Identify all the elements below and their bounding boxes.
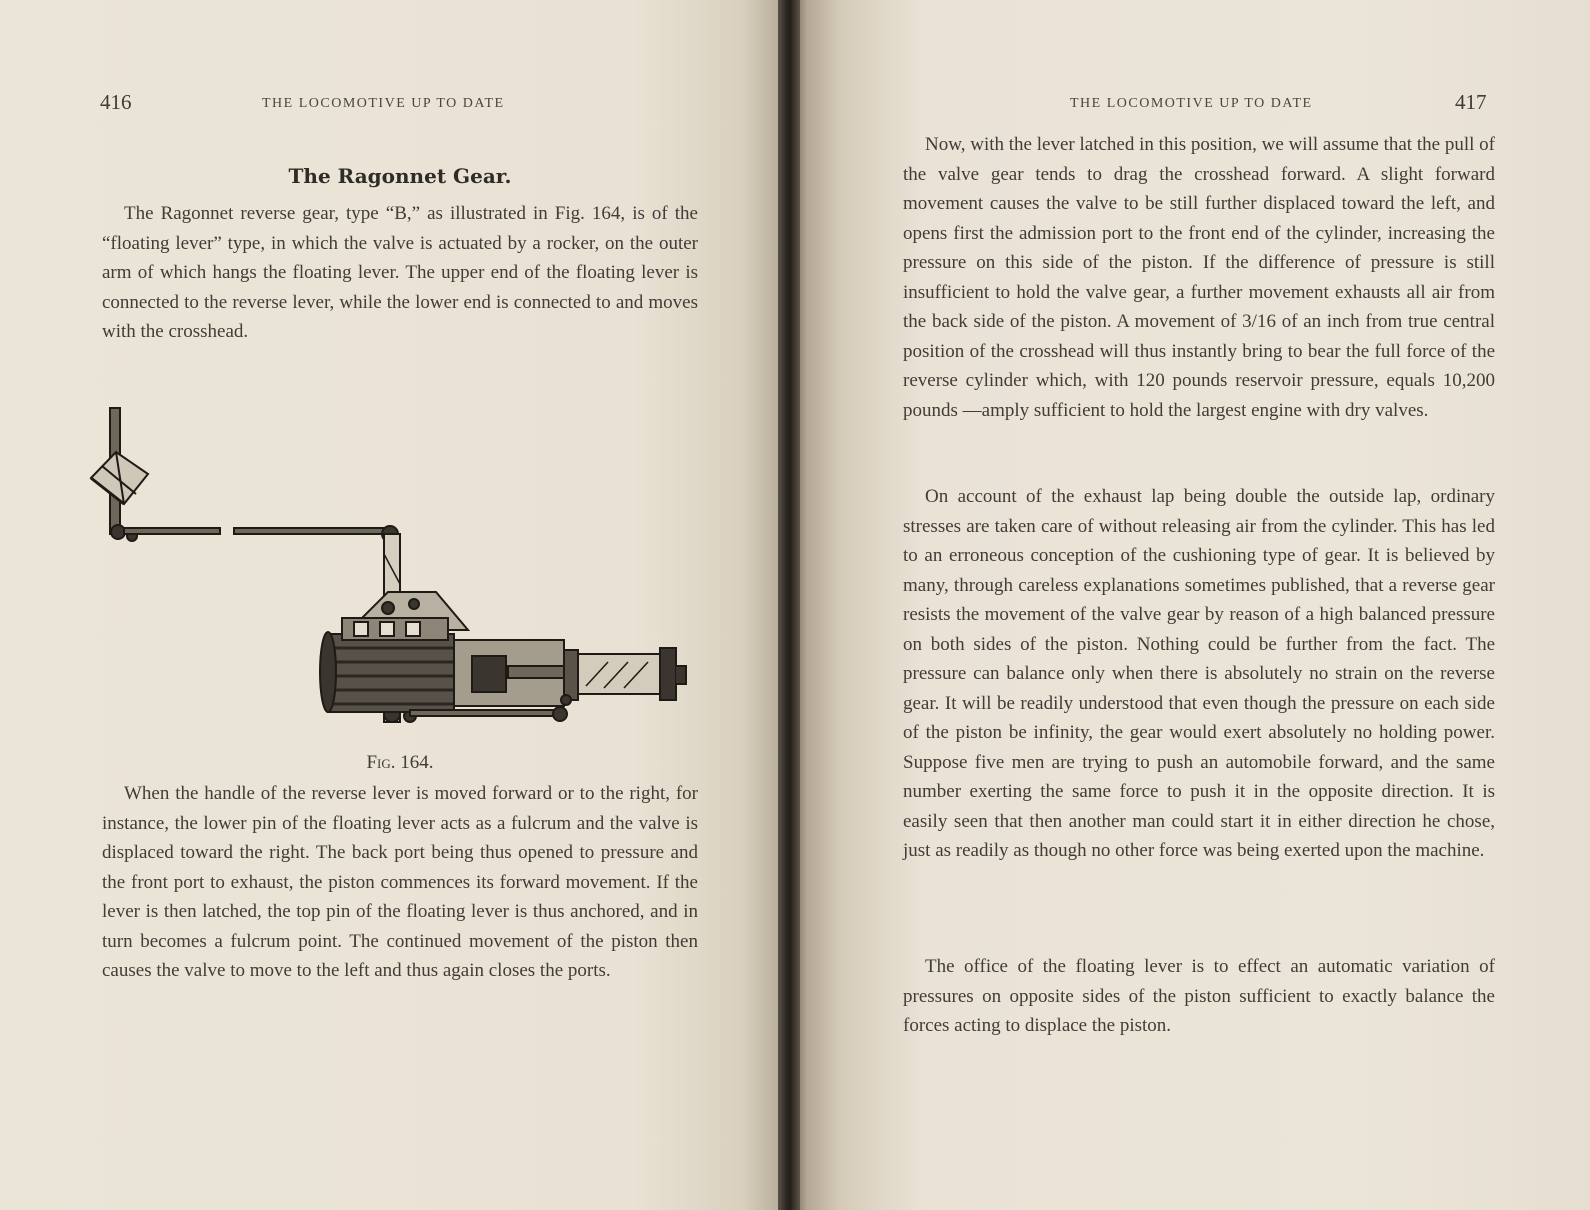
- reverse-lever-drawing: [91, 408, 148, 541]
- cylinder-drawing: [320, 618, 454, 712]
- running-head: THE LOCOMOTIVE UP TO DATE: [1070, 96, 1313, 111]
- book-gutter: [778, 0, 800, 1210]
- section-title: The Ragonnet Gear.: [288, 164, 512, 188]
- paragraph: On account of the exhaust lap being double the outside lap, ordinary stresses are taken care of without releasing air from the cylinder. This has led to an erroneous conception of the cushioning type of gear. It is believed by many, through careless explanations sometimes published, that a reverse gear resists the movement of the valve gear by reason of a high balanced pressure on both sides of the piston. Nothing could be further from the fact. The pressure can balance only when there is absolutely no strain on the reverse gear. It will be readily understood that even though the pressure on each side of the piston be infinity, the gear would exert absolutely no holding power. Suppose five men are trying to push an automobile forward, and the same number exerting the same force to push it in the opposite direction. It is easily seen that then another man could start it in either direction he chose, just as readily as though no other force was being exerted upon the machine.: [903, 486, 1495, 861]
- reverse-gear-illustration: [88, 404, 700, 734]
- figure-caption: Fig. 164.: [366, 752, 434, 773]
- page-number: 416: [100, 90, 132, 114]
- running-head: THE LOCOMOTIVE UP TO DATE: [262, 96, 505, 111]
- page-number: 417: [1455, 90, 1487, 114]
- reach-rod-drawing: [124, 526, 398, 542]
- right-page: [795, 0, 1590, 1210]
- paragraph: The office of the floating lever is to effect an automatic variation of pressures on opposite sides of the piston sufficient to exactly balance the forces acting to displace the piston.: [903, 956, 1495, 1036]
- paragraph: The Ragonnet reverse gear, type “B,” as illustrated in Fig. 164, is of the “floating lever” type, in which the valve is actuated by a rocker, on the outer arm of which hangs the floating lever. The upper end of the floating lever is connected to the reverse lever, while the lower end is connected to and moves with the crosshead.: [102, 203, 698, 342]
- paragraph: Now, with the lever latched in this position, we will assume that the pull of the valve gear tends to drag the crosshead forward. A slight forward movement causes the valve to be still further displaced toward the left, and opens first the admission port to the front end of the cylinder, increasing the pressure on this side of the piston. If the difference of pressure is still insufficient to hold the valve gear, a further movement exhausts all air from the back side of the piston. A movement of 3/16 of an inch from true central position of the crosshead will thus instantly bring to bear the full force of the reverse cylinder which, with 120 pounds reservoir pressure, equals 10,200 pounds —amply sufficient to hold the largest engine with dry valves.: [903, 134, 1495, 421]
- left-page: [0, 0, 790, 1210]
- paragraph: When the handle of the reverse lever is moved forward or to the right, for instance, the lower pin of the floating lever acts as a fulcrum and the valve is displaced toward the right. The back port being thus opened to pressure and the front port to exhaust, the piston commences its forward movement. If the lever is then latched, the top pin of the floating lever is thus anchored, and in turn becomes a fulcrum point. The continued movement of the piston then causes the valve to move to the left and thus again closes the ports.: [102, 783, 698, 981]
